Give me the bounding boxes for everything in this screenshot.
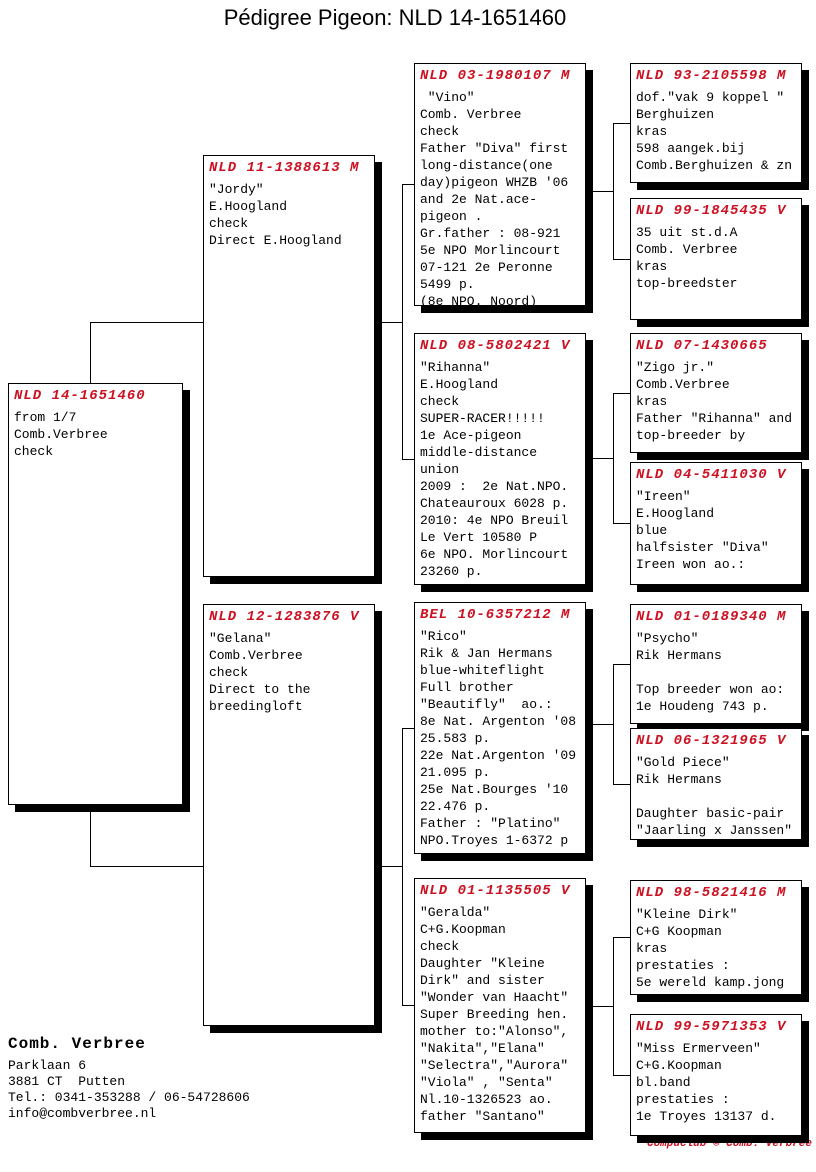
ring-number: NLD 99-5971353 V	[636, 1019, 787, 1035]
ring-number: NLD 99-1845435 V	[636, 203, 787, 219]
pedigree-text-line: 22e Nat.Argenton '09	[420, 748, 577, 763]
pedigree-box-lines	[420, 359, 580, 580]
pedigree-box-lines	[636, 224, 796, 292]
ring-number: NLD 08-5802421 V	[420, 338, 571, 354]
pedigree-text-line: 23260 p.	[420, 564, 483, 579]
ring-number: NLD 11-1388613 M	[209, 160, 360, 176]
connector-line	[375, 322, 402, 323]
pedigree-text-line: "Gold Piece"	[636, 755, 730, 770]
ring-number: NLD 14-1651460	[14, 388, 146, 404]
pedigree-text-line: Father : "Platino"	[420, 816, 561, 831]
pedigree-text-line: check	[420, 939, 460, 954]
pedigree-box-ss-dam	[630, 198, 802, 320]
pedigree-text-line: "Viola" , "Senta"	[420, 1075, 553, 1090]
pedigree-box-lines	[14, 409, 177, 460]
connector-line	[613, 523, 630, 524]
ring-number: NLD 98-5821416 M	[636, 885, 787, 901]
pedigree-text-line: long-distance(one	[420, 158, 553, 173]
pedigree-text-line: Comb.Verbree	[209, 648, 303, 663]
pedigree-box-lines	[209, 630, 369, 715]
pedigree-text-line: "Psycho"	[636, 631, 699, 646]
pedigree-text-line: 6e NPO. Morlincourt	[420, 547, 569, 562]
pedigree-box-lines	[636, 754, 796, 839]
ring-number: BEL 10-6357212 M	[420, 607, 571, 623]
connector-line	[90, 322, 91, 384]
pedigree-text-line: "Gelana"	[209, 631, 272, 646]
pedigree-text-line: Father "Rihanna" and	[636, 411, 793, 426]
pedigree-text-line: Rik & Jan Hermans	[420, 646, 553, 661]
pedigree-text-line: Comb. Verbree	[420, 107, 522, 122]
pedigree-text-line: 3881 CT Putten	[8, 1074, 126, 1089]
pedigree-text-line: 8e Nat. Argenton '08	[420, 714, 577, 729]
pedigree-text-line: 22.476 p.	[420, 799, 491, 814]
ring-number: NLD 01-1135505 V	[420, 883, 571, 899]
pedigree-text-line	[636, 788, 796, 805]
pedigree-box-dd-sire	[630, 880, 802, 995]
pedigree-text-line: 5499 p.	[420, 277, 475, 292]
pedigree-text-line: Le Vert 10580 P	[420, 530, 538, 545]
pedigree-box-lines	[636, 906, 796, 991]
pedigree-box-lines	[420, 89, 580, 310]
pedigree-box-lines	[420, 904, 580, 1125]
pedigree-text-line: "Rico"	[420, 629, 467, 644]
pedigree-text-line: kras	[636, 941, 668, 956]
pedigree-text-line: and 2e Nat.ace-	[420, 192, 538, 207]
pedigree-box-dd-dam	[630, 1014, 802, 1136]
pedigree-text-line: 35 uit st.d.A	[636, 225, 738, 240]
pedigree-text-line: "Zigo jr."	[636, 360, 715, 375]
pedigree-box-lines	[420, 628, 580, 849]
pedigree-text-line: "Jaarling x Janssen"	[636, 823, 793, 838]
pedigree-text-line: "Ireen"	[636, 489, 691, 504]
pedigree-text-line: check	[209, 216, 249, 231]
software-credit: Compuclub © Comb. Verbree	[646, 1138, 812, 1150]
connector-line	[613, 784, 630, 785]
connector-line	[90, 866, 203, 867]
owner-name: Comb. Verbree	[8, 1035, 146, 1053]
pedigree-text-line: bl.band	[636, 1075, 691, 1090]
pedigree-text-line: Gr.father : 08-921	[420, 226, 561, 241]
ring-number: NLD 04-5411030 V	[636, 467, 787, 483]
pedigree-text-line: mother to:"Alonso",	[420, 1024, 569, 1039]
connector-line	[402, 728, 403, 1006]
pedigree-text-line: Tel.: 0341-353288 / 06-54728606	[8, 1090, 250, 1105]
pedigree-box-sires-sire	[414, 63, 586, 309]
connector-line	[613, 937, 630, 938]
pedigree-text-line: "Rihanna"	[420, 360, 491, 375]
pedigree-text-line: Daughter basic-pair	[636, 806, 785, 821]
pedigree-box-lines	[636, 488, 796, 573]
pedigree-text-line: 1e Houdeng 743 p.	[636, 699, 769, 714]
connector-line	[402, 1005, 414, 1006]
pedigree-text-line: (8e NPO. Noord)	[420, 294, 538, 309]
connector-line	[90, 322, 203, 323]
pedigree-text-line: day)pigeon WHZB '06	[420, 175, 569, 190]
connector-line	[90, 805, 91, 867]
pedigree-text-line: top-breedster	[636, 276, 738, 291]
pedigree-text-line: 5e wereld kamp.jong	[636, 975, 785, 990]
connector-line	[402, 184, 414, 185]
pedigree-text-line: 2010: 4e NPO Breuil	[420, 513, 569, 528]
pedigree-text-line	[636, 664, 796, 681]
pedigree-text-line: Nl.10-1326523 ao.	[420, 1092, 553, 1107]
pedigree-text-line: NPO.Troyes 1-6372 p	[420, 833, 569, 848]
connector-line	[586, 1006, 613, 1007]
pedigree-text-line: prestaties :	[636, 958, 730, 973]
pedigree-text-line: union	[420, 462, 460, 477]
pedigree-text-line: Rik Hermans	[636, 772, 722, 787]
pedigree-text-line: SUPER-RACER!!!!!	[420, 411, 545, 426]
pedigree-text-line: Parklaan 6	[8, 1058, 87, 1073]
pedigree-text-line: from 1/7	[14, 410, 77, 425]
pedigree-text-line: info@combverbree.nl	[8, 1106, 157, 1121]
pedigree-text-line: 1e Troyes 13137 d.	[636, 1109, 777, 1124]
pedigree-text-line: E.Hoogland	[420, 377, 499, 392]
connector-line	[613, 937, 614, 1076]
pedigree-text-line: Chateauroux 6028 p.	[420, 496, 569, 511]
pedigree-text-line: "Miss Ermerveen"	[636, 1041, 761, 1056]
pedigree-box-sd-dam	[630, 462, 802, 585]
connector-line	[613, 1075, 630, 1076]
pedigree-text-line: top-breeder by	[636, 428, 746, 443]
pedigree-text-line: "Wonder van Haacht"	[420, 990, 569, 1005]
pedigree-text-line: Father "Diva" first	[420, 141, 569, 156]
pedigree-text-line: E.Hoogland	[636, 506, 715, 521]
pedigree-text-line: Top breeder won ao:	[636, 682, 785, 697]
pedigree-text-line: pigeon .	[420, 209, 483, 224]
pedigree-box-ds-sire	[630, 604, 802, 724]
pedigree-text-line: 21.095 p.	[420, 765, 491, 780]
pedigree-box-dam	[203, 604, 375, 1026]
pedigree-box-lines	[209, 181, 369, 249]
pedigree-text-line: Direct E.Hoogland	[209, 233, 342, 248]
connector-line	[586, 724, 613, 725]
pedigree-text-line: C+G.Koopman	[420, 922, 506, 937]
connector-line	[402, 459, 414, 460]
pedigree-box-ss-sire	[630, 63, 802, 183]
pedigree-text-line: Comb. Verbree	[636, 242, 738, 257]
ring-number: NLD 03-1980107 M	[420, 68, 571, 84]
pedigree-text-line: halfsister "Diva"	[636, 540, 769, 555]
pedigree-box-ds-dam	[630, 728, 802, 840]
connector-line	[613, 259, 630, 260]
pedigree-text-line: kras	[636, 394, 668, 409]
connector-line	[613, 393, 614, 524]
pedigree-box-sires-dam	[414, 333, 586, 585]
pedigree-box-subject	[8, 383, 183, 805]
pedigree-text-line: kras	[636, 124, 668, 139]
connector-line	[613, 123, 614, 260]
pedigree-box-sire	[203, 155, 375, 577]
pedigree-text-line: E.Hoogland	[209, 199, 288, 214]
pedigree-text-line: blue-whiteflight	[420, 663, 545, 678]
pedigree-text-line: Super Breeding hen.	[420, 1007, 569, 1022]
pedigree-box-lines	[636, 630, 796, 715]
connector-line	[586, 191, 613, 192]
pedigree-text-line: 07-121 2e Peronne	[420, 260, 553, 275]
pedigree-text-line: dof."vak 9 koppel "	[636, 90, 785, 105]
pedigree-text-line: middle-distance	[420, 445, 538, 460]
pedigree-box-lines	[636, 359, 796, 444]
pedigree-text-line: Comb.Berghuizen & zn	[636, 158, 793, 173]
pedigree-text-line: Comb.Verbree	[14, 427, 108, 442]
pedigree-box-lines	[636, 1040, 796, 1125]
connector-line	[613, 664, 614, 785]
ring-number: NLD 12-1283876 V	[209, 609, 360, 625]
pedigree-text-line: blue	[636, 523, 668, 538]
ring-number: NLD 07-1430665	[636, 338, 768, 354]
pedigree-text-line: Ireen won ao.:	[636, 557, 746, 572]
pedigree-text-line: "Kleine Dirk"	[636, 907, 738, 922]
pedigree-text-line: Direct to the	[209, 682, 311, 697]
pedigree-text-line: "Nakita","Elana"	[420, 1041, 545, 1056]
pedigree-text-line: 2009 : 2e Nat.NPO.	[420, 479, 569, 494]
pedigree-text-line: 1e Ace-pigeon	[420, 428, 522, 443]
ring-number: NLD 01-0189340 M	[636, 609, 787, 625]
pedigree-text-line: father "Santano"	[420, 1109, 545, 1124]
pedigree-text-line: "Vino"	[420, 90, 475, 105]
pedigree-text-line: Berghuizen	[636, 107, 715, 122]
page-title: Pédigree Pigeon: NLD 14-1651460	[223, 5, 567, 30]
pedigree-box-dams-sire	[414, 602, 586, 854]
pedigree-text-line: 25.583 p.	[420, 731, 491, 746]
pedigree-text-line: Rik Hermans	[636, 648, 722, 663]
pedigree-text-line: "Beautifly" ao.:	[420, 697, 553, 712]
connector-line	[375, 866, 402, 867]
connector-line	[613, 123, 630, 124]
pedigree-text-line: "Jordy"	[209, 182, 264, 197]
ring-number: NLD 93-2105598 M	[636, 68, 787, 84]
pedigree-text-line: C+G.Koopman	[636, 1058, 722, 1073]
pedigree-box-sd-sire	[630, 333, 802, 453]
pedigree-text-line: prestaties :	[636, 1092, 730, 1107]
pedigree-text-line: C+G Koopman	[636, 924, 722, 939]
connector-line	[402, 184, 403, 460]
ring-number: NLD 06-1321965 V	[636, 733, 787, 749]
pedigree-text-line: check	[209, 665, 249, 680]
pedigree-text-line: 25e Nat.Bourges '10	[420, 782, 569, 797]
connector-line	[586, 458, 613, 459]
pedigree-text-line: "Selectra","Aurora"	[420, 1058, 569, 1073]
pedigree-text-line: 5e NPO Morlincourt	[420, 243, 561, 258]
connector-line	[613, 664, 630, 665]
pedigree-box-lines	[636, 89, 796, 174]
connector-line	[613, 393, 630, 394]
pedigree-text-line: Full brother	[420, 680, 514, 695]
pedigree-text-line: check	[420, 124, 460, 139]
pedigree-text-line: check	[420, 394, 460, 409]
pedigree-text-line: Comb.Verbree	[636, 377, 730, 392]
pedigree-text-line: kras	[636, 259, 668, 274]
pedigree-text-line: 598 aangek.bij	[636, 141, 746, 156]
pedigree-text-line: breedingloft	[209, 699, 303, 714]
pedigree-text-line: "Geralda"	[420, 905, 491, 920]
pedigree-text-line: check	[14, 444, 54, 459]
connector-line	[402, 728, 414, 729]
pedigree-text-line: Daughter "Kleine	[420, 956, 545, 971]
pedigree-box-dams-dam	[414, 878, 586, 1133]
pedigree-text-line: Dirk" and sister	[420, 973, 545, 988]
owner-address	[8, 1058, 250, 1122]
